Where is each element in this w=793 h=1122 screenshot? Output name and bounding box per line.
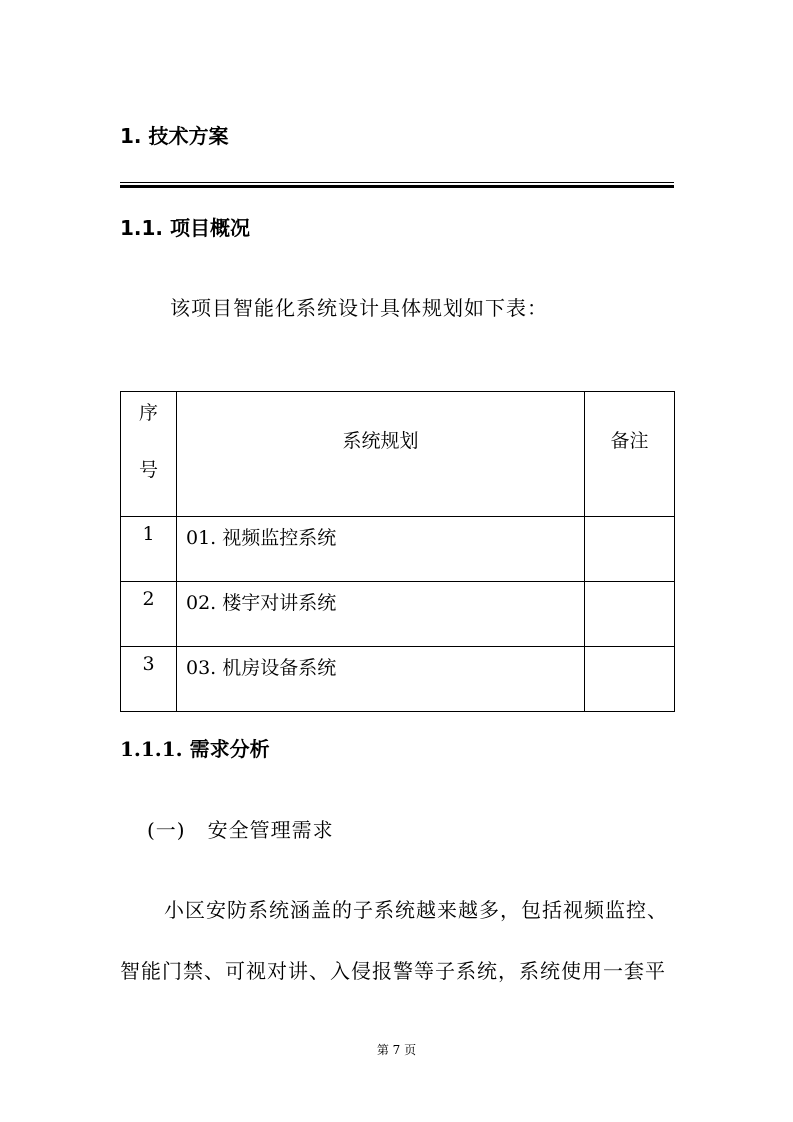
cell-plan <box>177 647 585 712</box>
intro-text: 该项目智能化系统设计具体规划如下表： <box>170 296 548 320</box>
cell-no <box>121 582 177 647</box>
subheading-text: 安全管理需求 <box>207 818 334 842</box>
heading-requirements-analysis: 1.1.1. 需求分析 <box>120 737 270 761</box>
divider-thick <box>120 185 674 188</box>
heading-technical-plan: 1. 技术方案 <box>120 124 229 148</box>
cell-no-text: 2 <box>142 588 155 610</box>
table-row <box>121 647 675 712</box>
subheading-marker: (一) <box>147 818 186 842</box>
header-no-bottom: 号 <box>138 459 158 481</box>
header-no <box>121 392 177 517</box>
table-row <box>121 582 675 647</box>
cell-no-text: 1 <box>142 523 155 545</box>
divider-thin <box>120 182 674 183</box>
header-plan <box>177 392 585 517</box>
header-no-top: 序 <box>138 402 158 424</box>
paragraph-line-2: 智能门禁、可视对讲、入侵报警等子系统，系统使用一套平 <box>120 959 666 983</box>
header-note <box>585 392 675 517</box>
cell-plan <box>177 582 585 647</box>
heading-project-overview: 1.1. 项目概况 <box>120 216 250 240</box>
cell-plan-text: 01. 视频监控系统 <box>186 527 337 549</box>
header-note-label: 备注 <box>610 430 649 452</box>
cell-note <box>585 647 675 712</box>
subheading-security <box>147 814 334 843</box>
page-number: 第 7 页 <box>376 1043 417 1057</box>
paragraph-line-1: 小区安防系统涵盖的子系统越来越多，包括视频监控、 <box>164 898 668 922</box>
system-plan-table <box>120 391 675 712</box>
cell-plan-text: 02. 楼宇对讲系统 <box>186 592 337 614</box>
header-plan-label: 系统规划 <box>342 430 419 452</box>
cell-no-text: 3 <box>142 653 155 675</box>
table-header-row <box>121 392 675 517</box>
cell-no <box>121 647 177 712</box>
cell-plan-text: 03. 机房设备系统 <box>186 657 337 679</box>
cell-no <box>121 517 177 582</box>
cell-plan <box>177 517 585 582</box>
table-row <box>121 517 675 582</box>
cell-note <box>585 517 675 582</box>
cell-note <box>585 582 675 647</box>
